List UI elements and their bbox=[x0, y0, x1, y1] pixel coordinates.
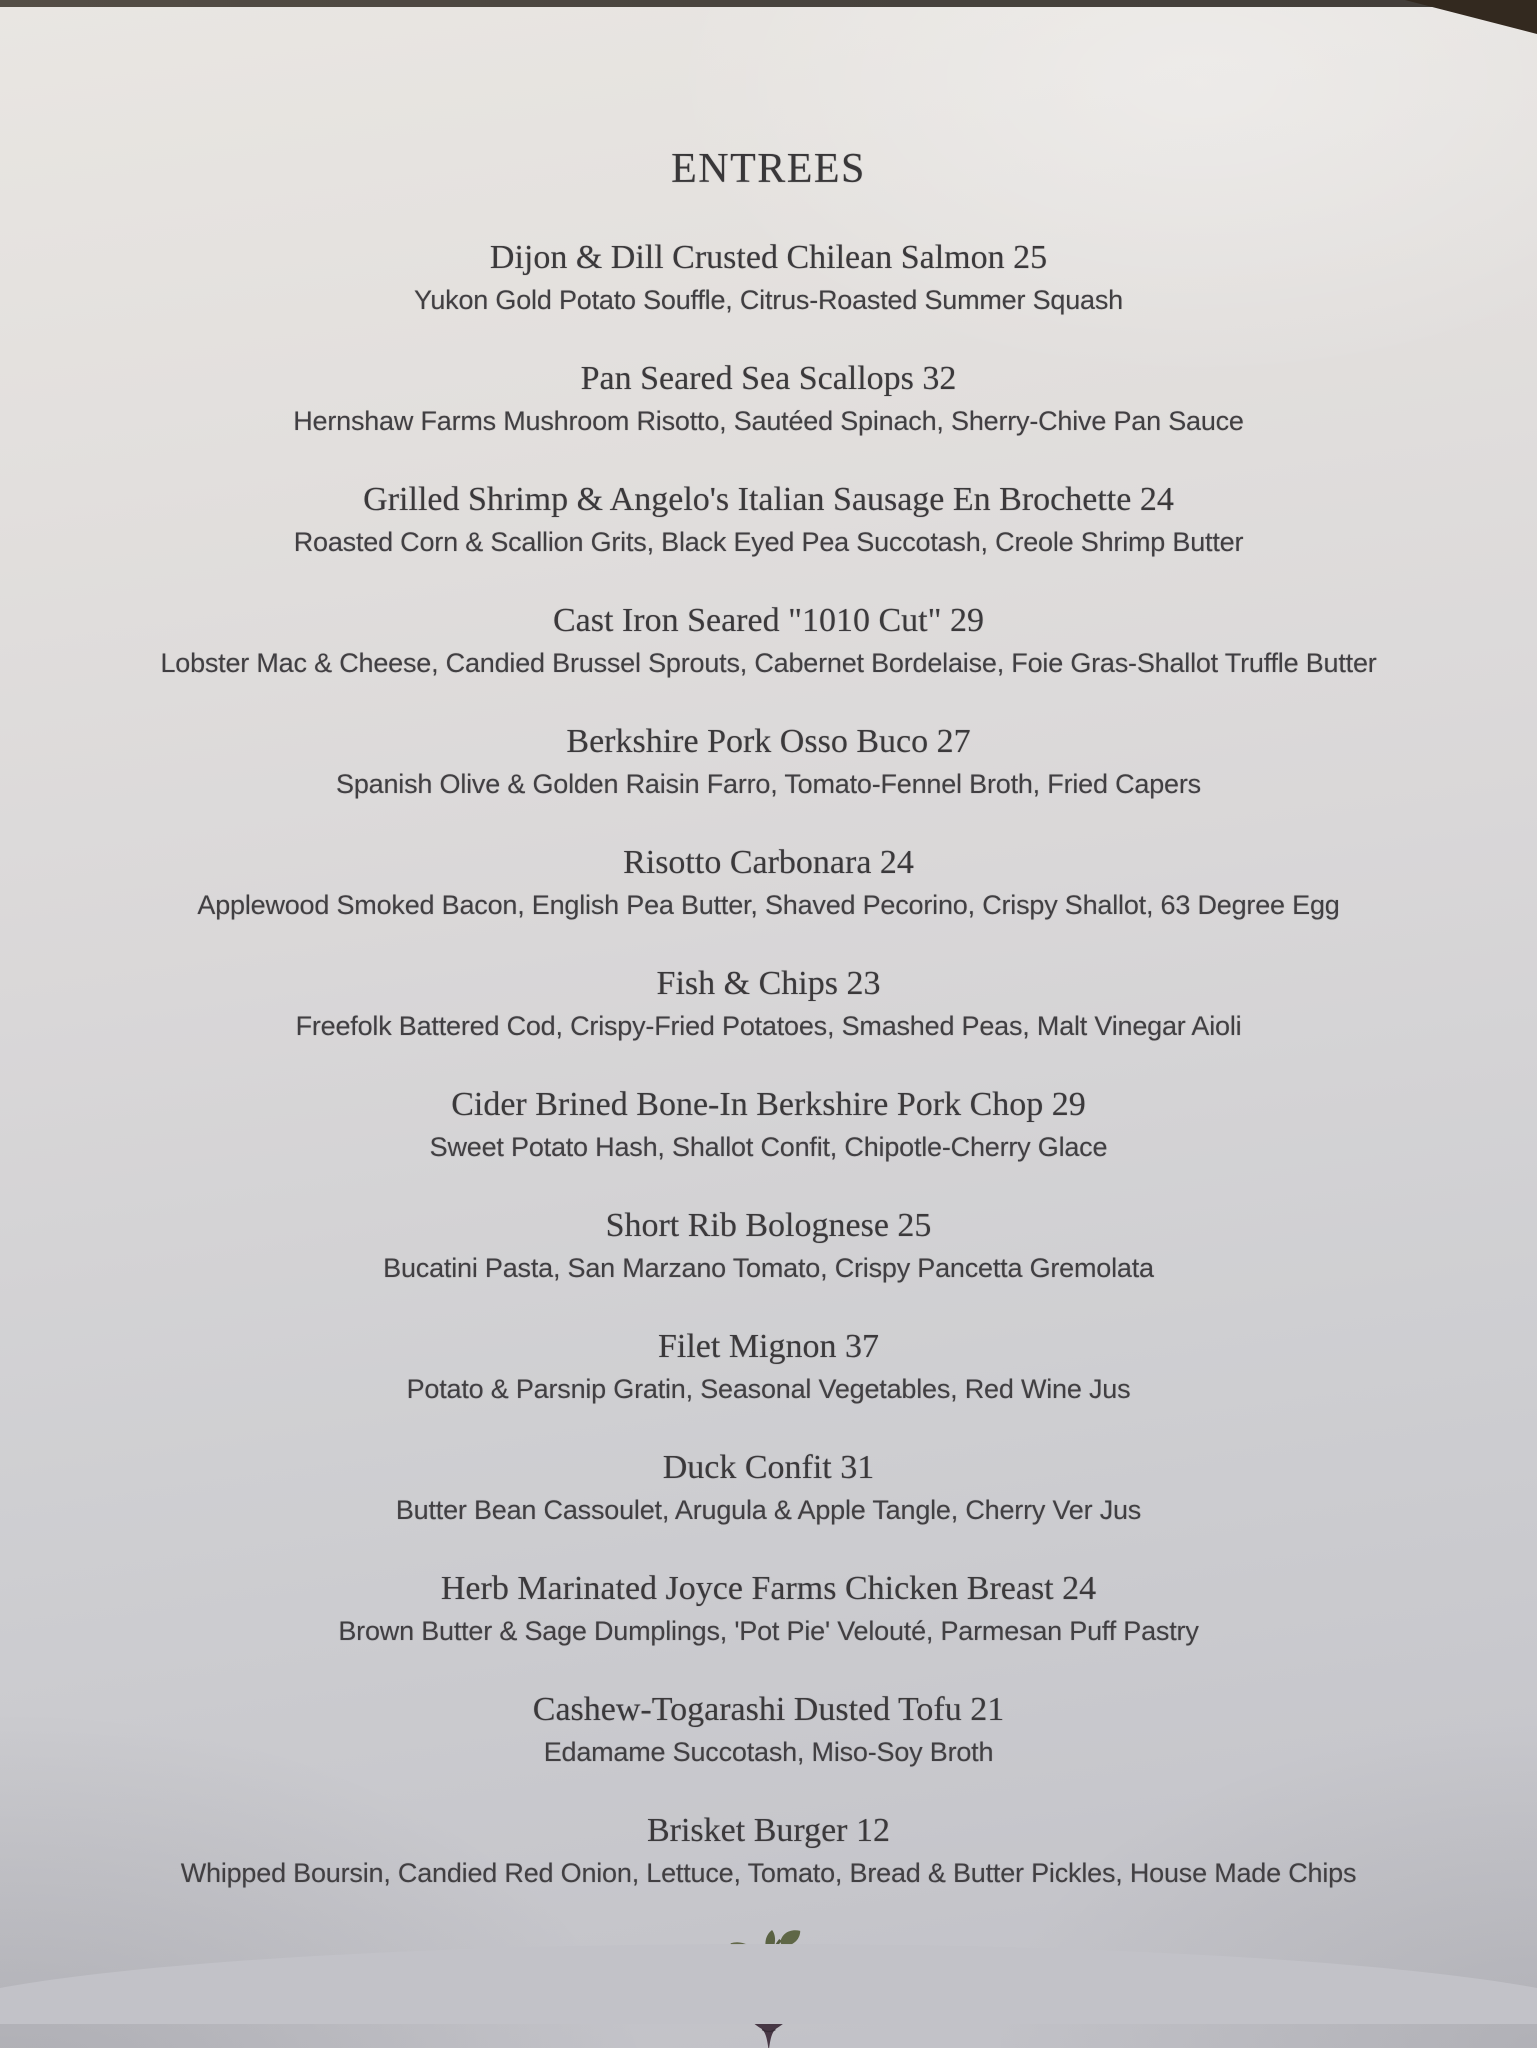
menu-item bbox=[0, 962, 1537, 1046]
item-description: Roasted Corn & Scallion Grits, Black Eyed Pea Succotash, Creole Shrimp Butter bbox=[293, 527, 1244, 557]
menu-item bbox=[0, 1688, 1537, 1772]
page-title: ENTREES bbox=[671, 146, 866, 192]
menu-item bbox=[0, 1204, 1537, 1288]
item-price: 37 bbox=[845, 1328, 880, 1365]
menu-list bbox=[0, 236, 1537, 1893]
item-price: 32 bbox=[922, 360, 957, 397]
item-description: Freefolk Battered Cod, Crispy-Fried Potatoes, Smashed Peas, Malt Vinegar Aioli bbox=[295, 1011, 1242, 1041]
menu-item bbox=[0, 599, 1537, 683]
item-price: 23 bbox=[846, 965, 881, 1002]
item-price: 21 bbox=[970, 1691, 1005, 1728]
table-edge-top bbox=[0, 0, 1537, 7]
menu-item bbox=[0, 1567, 1537, 1651]
item-price: 24 bbox=[879, 844, 914, 881]
menu-item bbox=[0, 357, 1537, 441]
item-price: 29 bbox=[1051, 1086, 1086, 1123]
menu-item bbox=[0, 841, 1537, 925]
item-description: Edamame Succotash, Miso-Soy Broth bbox=[543, 1737, 994, 1767]
item-name: Duck Confit bbox=[662, 1449, 832, 1486]
item-price: 31 bbox=[840, 1449, 875, 1486]
item-name: Fish & Chips bbox=[656, 965, 838, 1002]
menu-item bbox=[0, 236, 1537, 320]
menu-item bbox=[0, 478, 1537, 562]
item-name: Brisket Burger bbox=[646, 1812, 848, 1849]
item-name: Herb Marinated Joyce Farms Chicken Breast bbox=[440, 1570, 1054, 1607]
item-name: Dijon & Dill Crusted Chilean Salmon bbox=[489, 239, 1005, 276]
item-description: Spanish Olive & Golden Raisin Farro, Tomato-Fennel Broth, Fried Capers bbox=[336, 769, 1201, 799]
item-description: Bucatini Pasta, San Marzano Tomato, Crispy Pancetta Gremolata bbox=[383, 1253, 1154, 1283]
menu-item bbox=[0, 1083, 1537, 1167]
item-name: Grilled Shrimp & Angelo's Italian Sausage En Brochette bbox=[363, 481, 1132, 518]
item-price: 29 bbox=[949, 602, 984, 639]
item-name: Berkshire Pork Osso Buco bbox=[566, 723, 929, 760]
item-name: Pan Seared Sea Scallops bbox=[580, 360, 914, 397]
item-price: 25 bbox=[1013, 239, 1048, 276]
menu-item bbox=[0, 1809, 1537, 1893]
item-description: Brown Butter & Sage Dumplings, 'Pot Pie' Velouté, Parmesan Puff Pastry bbox=[338, 1616, 1199, 1646]
item-name: Filet Mignon bbox=[657, 1328, 837, 1365]
item-description: Sweet Potato Hash, Shallot Confit, Chipotle-Cherry Glace bbox=[429, 1132, 1108, 1162]
item-price: 24 bbox=[1062, 1570, 1097, 1607]
item-price: 27 bbox=[936, 723, 971, 760]
item-description: Yukon Gold Potato Souffle, Citrus-Roasted Summer Squash bbox=[414, 285, 1123, 315]
item-description: Butter Bean Cassoulet, Arugula & Apple Tangle, Cherry Ver Jus bbox=[395, 1495, 1142, 1525]
item-description: Applewood Smoked Bacon, English Pea Butter, Shaved Pecorino, Crispy Shallot, 63 Degree Egg bbox=[197, 890, 1340, 920]
item-price: 25 bbox=[897, 1207, 932, 1244]
item-name: Cashew-Togarashi Dusted Tofu bbox=[532, 1691, 962, 1728]
item-description: Whipped Boursin, Candied Red Onion, Lettuce, Tomato, Bread & Butter Pickles, House Made Chips bbox=[180, 1858, 1357, 1888]
item-description: Hernshaw Farms Mushroom Risotto, Sautéed Spinach, Sherry-Chive Pan Sauce bbox=[293, 406, 1244, 436]
item-price: 24 bbox=[1139, 481, 1174, 518]
item-price: 12 bbox=[856, 1812, 890, 1849]
item-name: Cast Iron Seared "1010 Cut" bbox=[553, 602, 942, 639]
item-name: Short Rib Bolognese bbox=[605, 1207, 889, 1244]
item-name: Cider Brined Bone-In Berkshire Pork Chop bbox=[451, 1086, 1044, 1123]
menu-item bbox=[0, 720, 1537, 804]
menu-item bbox=[0, 1446, 1537, 1530]
item-name: Risotto Carbonara bbox=[623, 844, 872, 881]
menu-item bbox=[0, 1325, 1537, 1409]
item-description: Potato & Parsnip Gratin, Seasonal Vegetables, Red Wine Jus bbox=[406, 1374, 1131, 1404]
item-description: Lobster Mac & Cheese, Candied Brussel Sprouts, Cabernet Bordelaise, Foie Gras-Shallot Truffle Butter bbox=[160, 648, 1377, 678]
